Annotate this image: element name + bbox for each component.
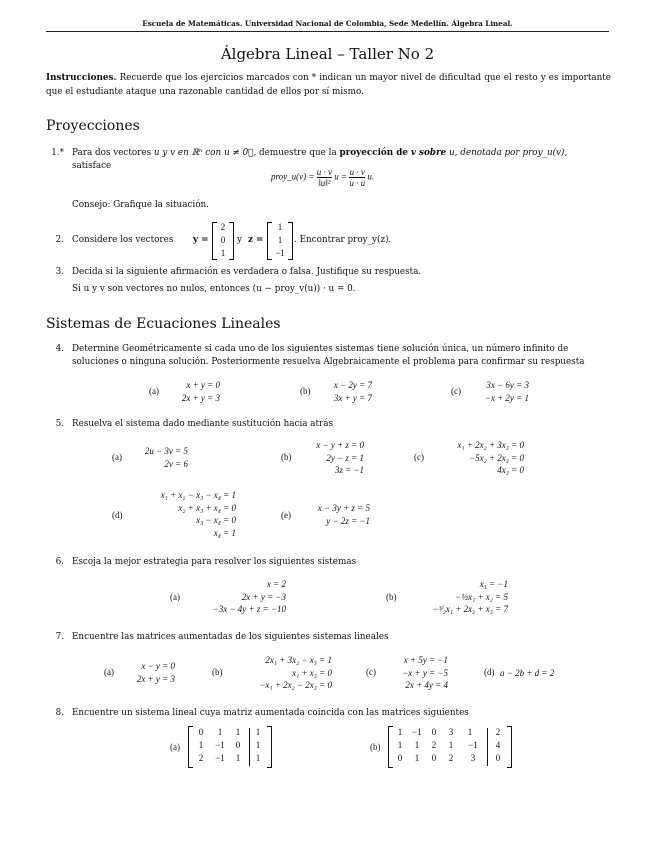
equation: 3x − 6y = 3 <box>486 380 529 390</box>
p5-a-label: (a) <box>112 452 122 462</box>
equation: x₁ + 2x₂ + 3x₃ = 0 <box>457 440 524 450</box>
formula-tail: u. <box>367 171 375 182</box>
matrix-entry: −1 <box>412 727 422 737</box>
p4-system-c <box>467 379 529 404</box>
frac2-top: u · v <box>349 167 365 177</box>
equation: x₁ + x₃ = 0 <box>292 667 332 678</box>
p8-a-label: (a) <box>170 742 180 752</box>
matrix-entry: 2 <box>495 727 501 737</box>
matrix-entry: −1 <box>215 753 225 763</box>
equation: 4x₃ = 0 <box>497 465 524 475</box>
equation: 2x₁ + 3x₂ − x₃ = 1 <box>265 655 332 665</box>
vector-y-entry: 0 <box>220 235 226 245</box>
frac1-bot: ‖u‖² <box>318 178 331 188</box>
matrix-entry: 1 <box>235 727 241 737</box>
instructions <box>46 72 611 99</box>
matrix-entry: 4 <box>495 740 501 750</box>
p7-text: Encuentre las matrices aumentadas de los siguientes sistemas lineales <box>72 632 389 642</box>
p1-hint: Consejo: Grafique la situación. <box>72 200 209 210</box>
problem-3 <box>46 266 611 298</box>
p8-text: Encuentre un sistema lineal cuya matriz aumentada coincida con las matrices siguientes <box>72 708 469 718</box>
p1-bold: proyección de <box>339 148 409 158</box>
problem-2-number: 2. <box>55 235 64 245</box>
equation: 2u − 3v = 5 <box>144 446 188 456</box>
section-proyecciones: Proyecciones <box>46 118 140 134</box>
matrix-entry: 0 <box>235 740 241 750</box>
vector-y <box>212 222 234 260</box>
equation: 2y − z = 1 <box>326 452 364 463</box>
p7-c-label: (c) <box>366 667 376 677</box>
vector-z-entry: 1 <box>277 235 283 245</box>
p6-b-label: (b) <box>386 592 397 602</box>
p2-text-a: Considere los vectores <box>72 235 174 245</box>
p1-text-d: v sobre <box>410 148 447 158</box>
p4-line-2: soluciones o ninguna solución. Posteriormente resuelva Algebraicamente el problema para confirmar su respuesta <box>72 357 585 367</box>
p6-system-a <box>186 578 286 616</box>
p1-text-b: u y v en ℝⁿ con u ≠ 0⃗, <box>153 148 257 158</box>
problem-5-number: 5. <box>55 419 64 429</box>
p4-c-label: (c) <box>451 386 461 396</box>
equation: x₂ + x₃ + x₄ = 0 <box>178 502 236 513</box>
problem-6 <box>46 556 611 570</box>
problem-7-number: 7. <box>55 632 64 642</box>
problem-8 <box>46 707 611 721</box>
p5-system-a <box>128 445 188 470</box>
augment-bar <box>487 728 488 766</box>
problem-7 <box>46 631 611 645</box>
p3-text-b: Si u y v son vectores no nulos, entonces (u − proy_v(u)) · u = 0. <box>72 284 356 294</box>
matrix-entry: 1 <box>397 727 403 737</box>
equation: x = 2 <box>266 579 286 589</box>
equation: 2x + y = 3 <box>181 392 220 403</box>
vector-z <box>267 222 293 260</box>
p1-text-c: demuestre que la <box>259 148 337 158</box>
p2-tail: . Encontrar proy_y(z). <box>294 235 392 245</box>
matrix-entry: 0 <box>198 727 204 737</box>
p5-text: Resuelva el sistema dado mediante sustitución hacia atrás <box>72 419 334 429</box>
p4-system-b <box>316 379 372 404</box>
p5-c-label: (c) <box>414 452 424 462</box>
matrix-entry: 1 <box>255 740 261 750</box>
matrix-entry: 1 <box>397 740 403 750</box>
vector-y-entry: 2 <box>220 222 226 232</box>
matrix-entry: 0 <box>431 753 437 763</box>
projection-formula <box>271 167 374 188</box>
vector-z-entry: −1 <box>275 248 285 258</box>
matrix-entry: −1 <box>215 740 225 750</box>
matrix-entry: 1 <box>467 727 473 737</box>
p4-line-1: Determine Geométricamente si cada uno de los siguientes sistemas tiene solución única, un número infinito de <box>72 344 569 354</box>
equation: x − 2y = 7 <box>333 380 372 390</box>
p7-a-label: (a) <box>104 667 114 677</box>
matrix-entry: 0 <box>397 753 403 763</box>
matrix-entry: 2 <box>431 740 437 750</box>
vector-z-entry: 1 <box>277 222 283 232</box>
problem-5 <box>46 418 611 432</box>
header-rule <box>46 31 609 32</box>
equation: 2x + y = 3 <box>136 673 175 684</box>
equation: x + 5y = −1 <box>403 655 448 665</box>
matrix-entry: 3 <box>448 727 454 737</box>
matrix-entry: 1 <box>414 753 420 763</box>
problem-1-number: 1.* <box>51 148 64 158</box>
p6-a-label: (a) <box>170 592 180 602</box>
equation: x₃ − x₄ = 0 <box>196 515 236 525</box>
p8-matrix-a <box>188 726 272 768</box>
problem-4-number: 4. <box>55 344 64 354</box>
matrix-entry: 2 <box>448 753 454 763</box>
problem-6-number: 6. <box>55 557 64 567</box>
equation: x + y = 0 <box>186 380 220 390</box>
problem-2 <box>46 222 611 262</box>
problem-3-number: 3. <box>55 267 64 277</box>
equation: x₁ = −1 <box>479 579 508 589</box>
equation: x − 3y + z = 5 <box>317 503 370 513</box>
formula-frac-2 <box>349 167 365 188</box>
p1-text-e: u, denotada por proy_u(v), <box>449 148 568 158</box>
p8-b-label: (b) <box>370 742 381 752</box>
equation: −x + y = −5 <box>402 667 448 678</box>
matrix-entry: 0 <box>495 753 501 763</box>
p4-system-a <box>164 379 220 404</box>
matrix-entry: 1 <box>255 753 261 763</box>
equation: 2x + y = −3 <box>241 591 286 602</box>
matrix-entry: 1 <box>448 740 454 750</box>
page-title: Álgebra Lineal – Taller No 2 <box>220 45 435 63</box>
matrix-entry: 1 <box>414 740 420 750</box>
p8-matrix-b <box>388 726 512 768</box>
equation: x₄ = 1 <box>213 527 236 538</box>
equation: −³⁄₂x₁ + 2x₂ + x₃ = 7 <box>432 604 508 614</box>
equation: 3x + y = 7 <box>333 392 372 403</box>
equation: x − y = 0 <box>141 661 175 671</box>
p1-text-f: satisface <box>72 161 112 171</box>
vector-y-entry: 1 <box>220 248 226 258</box>
p2-z-label: z = <box>248 235 264 245</box>
equation: x − y + z = 0 <box>316 440 364 450</box>
p5-system-e <box>296 502 370 527</box>
formula-mid: u = <box>334 171 348 182</box>
p5-system-d <box>128 489 236 539</box>
p4-b-label: (b) <box>300 386 311 396</box>
equation: y − 2z = −1 <box>326 515 370 526</box>
equation: x₁ + x₂ − x₃ − x₄ = 1 <box>160 490 236 500</box>
p6-system-b <box>402 578 508 616</box>
matrix-entry: 2 <box>198 753 204 763</box>
matrix-entry: 3 <box>470 753 476 763</box>
p4-a-label: (a) <box>149 386 159 396</box>
p1-text-a: Para dos vectores <box>72 148 152 158</box>
matrix-entry: 1 <box>235 753 241 763</box>
frac2-bot: u · u <box>349 178 366 188</box>
p5-e-label: (e) <box>281 510 291 520</box>
p2-conj: y <box>237 235 242 245</box>
p5-b-label: (b) <box>281 452 292 462</box>
augment-bar <box>249 728 250 766</box>
p7-system-a <box>119 660 175 685</box>
problem-1 <box>46 147 611 217</box>
equation: −x₁ + 2x₂ − 2x₃ = 0 <box>259 680 332 690</box>
p7-d-label: (d) <box>484 667 495 677</box>
instructions-lead: Instrucciones. <box>46 73 117 83</box>
p7-b-label: (b) <box>212 667 223 677</box>
p3-text-a: Decida si la siguiente afirmación es verdadera o falsa. Justifique su respuesta. <box>72 267 422 277</box>
p6-text: Escoja la mejor estrategia para resolver los siguientes sistemas <box>72 557 357 567</box>
equation: −5x₂ + 2x₃ = 0 <box>469 452 524 463</box>
formula-lhs: proy_u(v) = <box>271 171 315 182</box>
equation: 2v = 6 <box>164 458 188 469</box>
equation: −3x − 4y + z = −10 <box>212 604 286 614</box>
p5-system-b <box>296 439 364 477</box>
formula-frac-1 <box>317 167 332 188</box>
running-header: Escuela de Matemáticas. Universidad Nacional de Colombia, Sede Medellín. Álgebra Lineal. <box>142 19 513 28</box>
matrix-entry: 1 <box>198 740 204 750</box>
matrix-entry: 1 <box>217 727 223 737</box>
p7-system-c <box>382 654 448 692</box>
equation: 3z = −1 <box>334 465 364 475</box>
matrix-entry: 1 <box>255 727 261 737</box>
equation: 2x + 4y = 4 <box>405 680 448 690</box>
equation: −x + 2y = 1 <box>484 392 529 403</box>
problem-8-number: 8. <box>55 708 64 718</box>
p7-system-d: a − 2b + d = 2 <box>500 668 555 678</box>
p2-y-label: y = <box>193 235 209 245</box>
p5-system-c <box>430 439 524 477</box>
section-sistemas: Sistemas de Ecuaciones Lineales <box>46 316 281 332</box>
frac1-top: u · v <box>316 167 332 177</box>
p7-system-b <box>228 654 332 692</box>
matrix-entry: 0 <box>431 727 437 737</box>
matrix-entry: −1 <box>468 740 478 750</box>
p5-d-label: (d) <box>112 510 123 520</box>
equation: −½x₁ + x₂ = 5 <box>455 591 508 602</box>
instructions-text: Recuerde que los ejercicios marcados con * indican un mayor nivel de dificultad que el resto y es importante que el estudiante ataque una razonable cantidad de ellos por sí mismo. <box>46 73 612 97</box>
